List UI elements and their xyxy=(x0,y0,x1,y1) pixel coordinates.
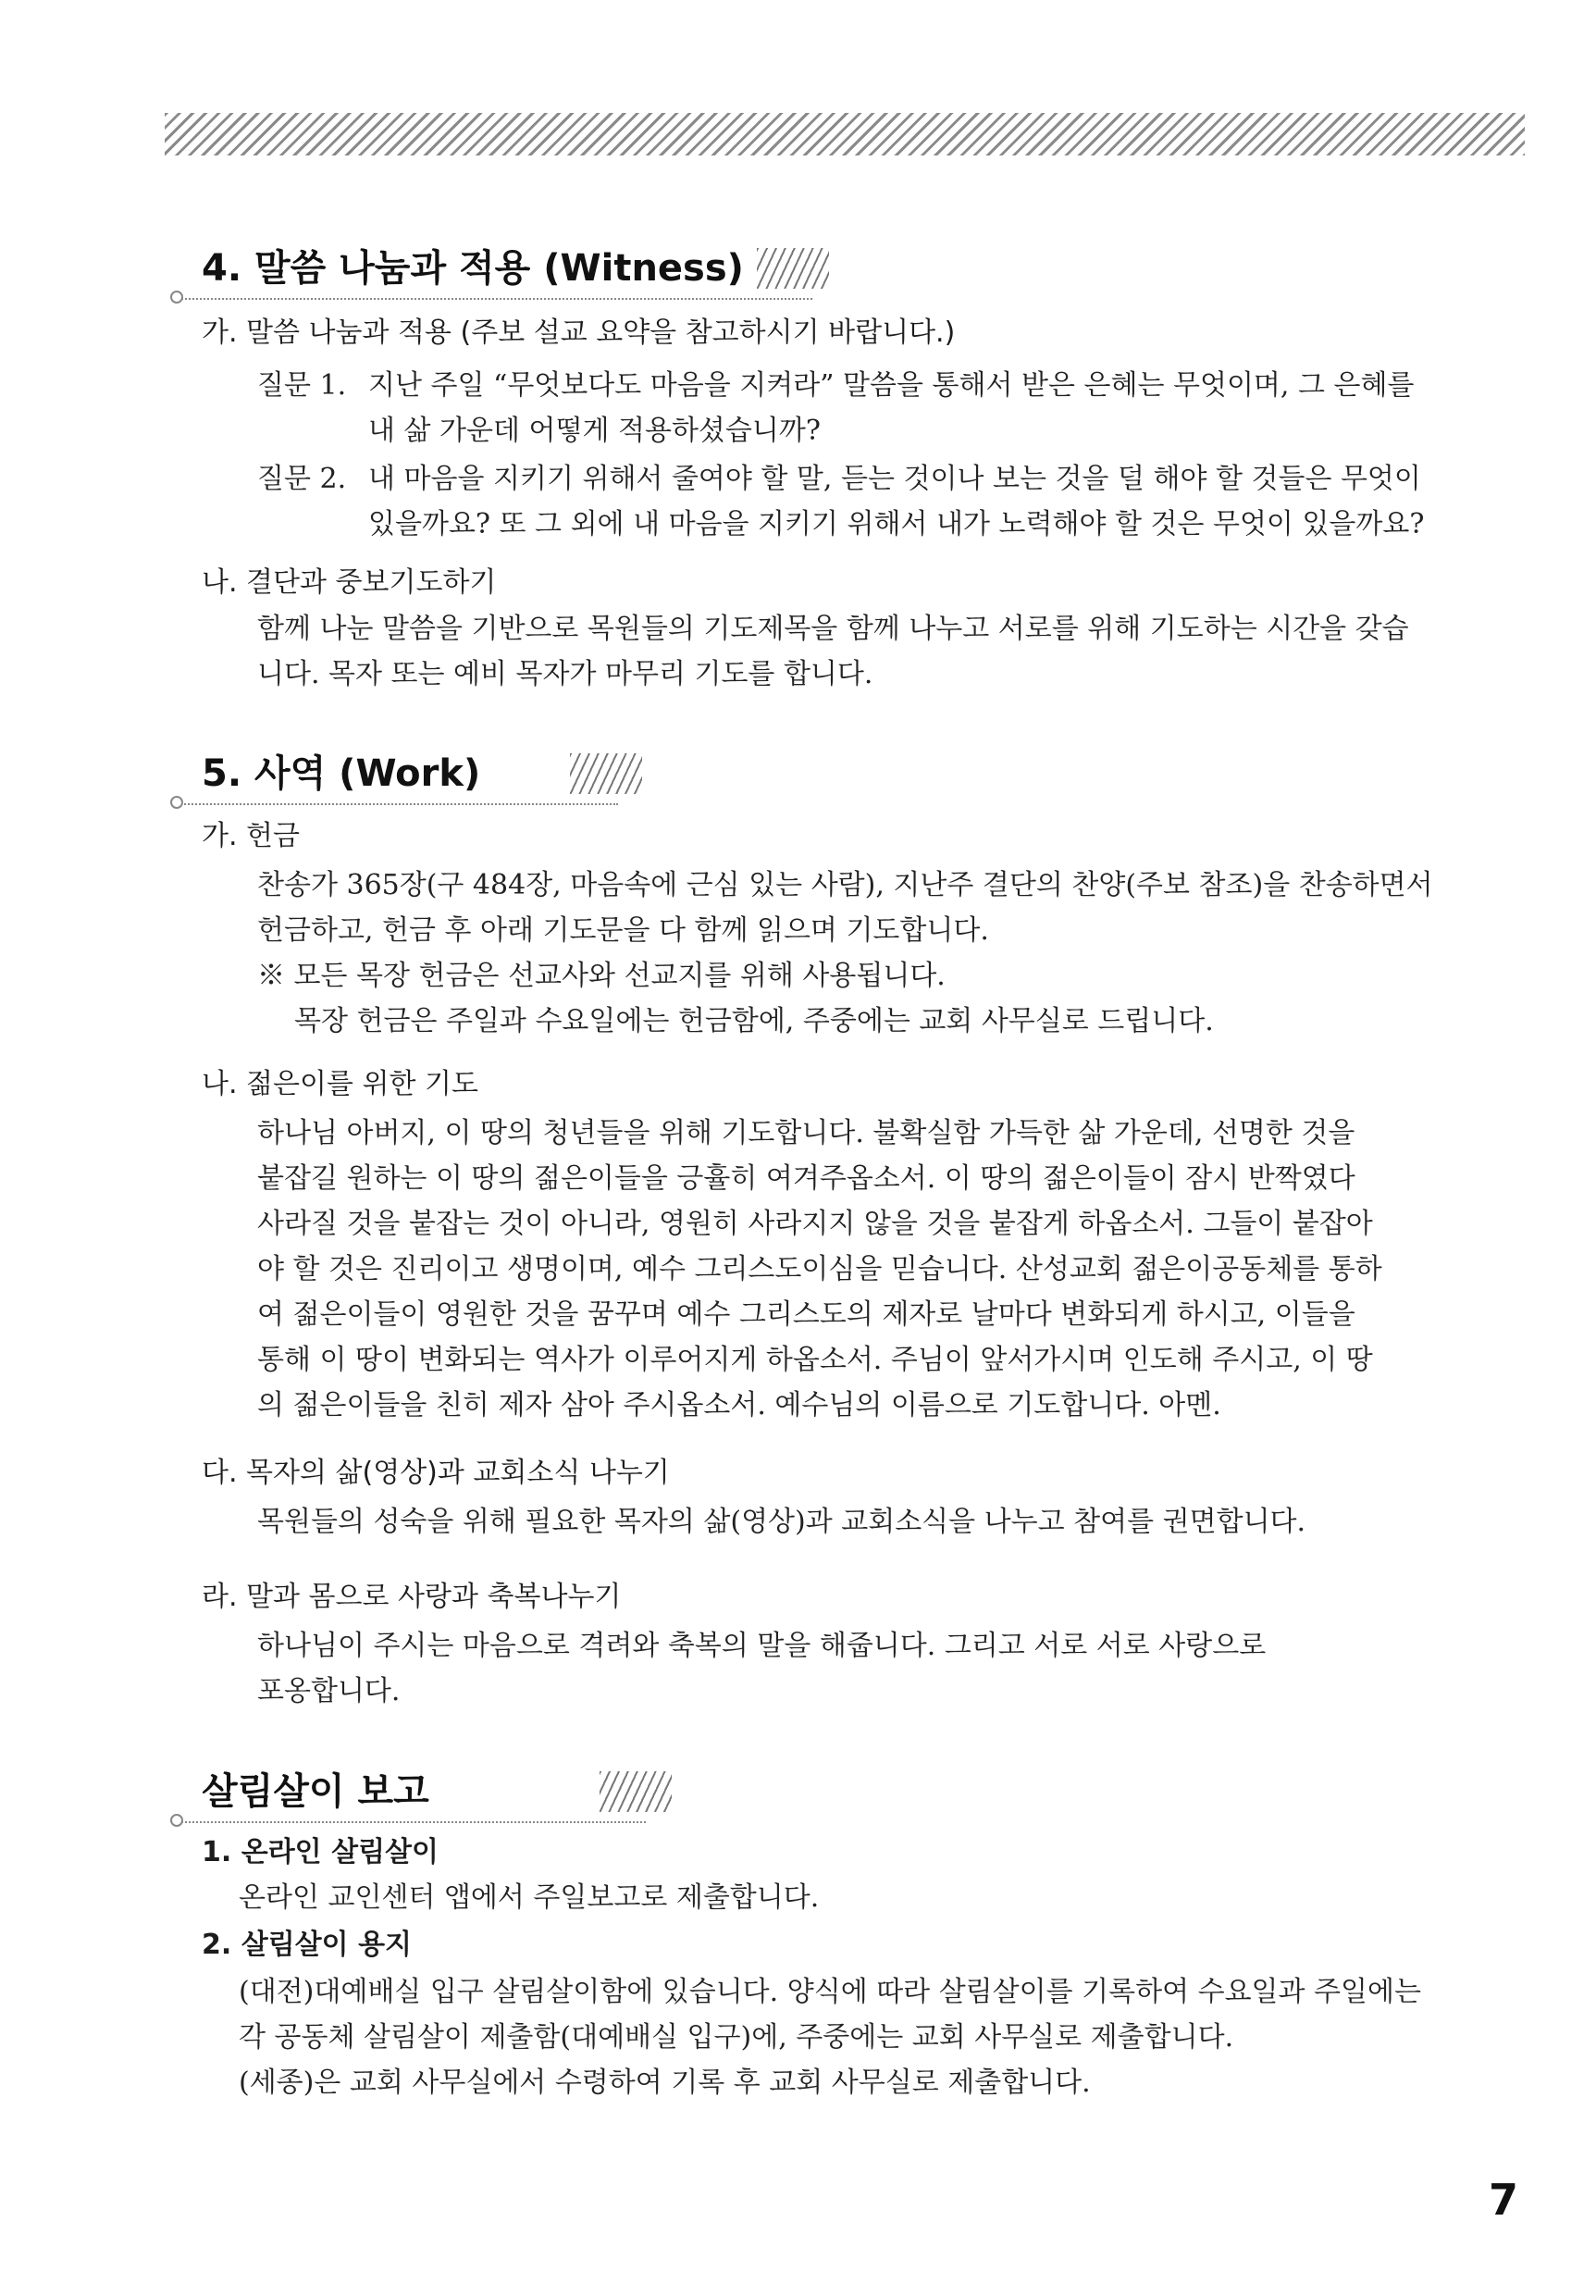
prayer-line: 의 젊은이들을 친히 제자 삼아 주시옵소서. 예수님의 이름으로 기도합니다. 아멘. xyxy=(257,1389,1221,1421)
question-2-line: 내 마음을 지키기 위해서 줄여야 할 말, 듣는 것이나 보는 것을 덜 해야 할 것들은 무엇이 xyxy=(368,463,1421,495)
paragraph-line: 니다. 목자 또는 예비 목자가 마무리 기도를 합니다. xyxy=(257,658,873,690)
paragraph-line: (세종)은 교회 사무실에서 수령하여 기록 후 교회 사무실로 제출합니다. xyxy=(239,2066,1091,2099)
section-5-a-heading: 가. 헌금 xyxy=(202,820,301,852)
online-report-paragraph xyxy=(239,1875,1506,1920)
paragraph-line: 목원들의 성숙을 위해 필요한 목자의 삶(영상)과 교회소식을 나누고 참여를 권면합니다. xyxy=(257,1506,1306,1538)
section-5-dotted-rule xyxy=(174,803,618,805)
section-4-header xyxy=(174,242,840,307)
section-5-b-heading: 나. 젊은이를 위한 기도 xyxy=(202,1068,478,1100)
question-2-label: 질문 2. xyxy=(257,463,347,495)
prayer-line: 사라질 것을 붙잡는 것이 아니라, 영원히 사라지지 않을 것을 붙잡게 하옵소서. 그들이 붙잡아 xyxy=(257,1208,1373,1240)
section-5-hatch-decoration xyxy=(570,753,642,794)
section-5-a-paragraph xyxy=(257,863,1525,1044)
section-4-b-heading: 나. 결단과 중보기도하기 xyxy=(202,566,497,599)
note-line: ※ 모든 목장 헌금은 선교사와 선교지를 위해 사용됩니다. xyxy=(257,960,946,992)
household-report-dotted-rule xyxy=(174,1821,646,1823)
section-5-d-paragraph xyxy=(257,1623,1525,1714)
household-report-title: 살림살이 보고 xyxy=(202,1770,429,1813)
question-2-line: 있을까요? 또 그 외에 내 마음을 지키기 위해서 내가 노력해야 할 것은 무엇이 있을까요? xyxy=(368,508,1425,540)
section-4-dotted-rule xyxy=(174,298,812,300)
section-5-title: 5. 사역 (Work) xyxy=(202,752,481,795)
note-line: 목장 헌금은 주일과 수요일에는 헌금함에, 주중에는 교회 사무실로 드립니다. xyxy=(294,1005,1214,1037)
section-5-d-heading: 라. 말과 몸으로 사랑과 축복나누기 xyxy=(202,1581,622,1613)
prayer-line: 야 할 것은 진리이고 생명이며, 예수 그리스도이심을 믿습니다. 산성교회 젊은이공동체를 통하 xyxy=(257,1253,1382,1285)
paragraph-line: 찬송가 365장(구 484장, 마음속에 근심 있는 사람), 지난주 결단의 찬양(주보 참조)을 찬송하면서 xyxy=(257,869,1433,901)
section-5-c-heading: 다. 목자의 삶(영상)과 교회소식 나누기 xyxy=(202,1457,670,1489)
paragraph-line: 함께 나눈 말씀을 기반으로 목원들의 기도제목을 함께 나누고 서로를 위해 기도하는 시간을 갖습 xyxy=(257,613,1409,645)
page-number: 7 xyxy=(1488,2175,1518,2225)
prayer-line: 하나님 아버지, 이 땅의 청년들을 위해 기도합니다. 불확실함 가득한 삶 가운데, 선명한 것을 xyxy=(257,1117,1355,1149)
question-2-text xyxy=(368,456,1525,547)
youth-prayer-paragraph xyxy=(257,1111,1525,1428)
section-4-b-paragraph xyxy=(257,606,1525,697)
prayer-line: 여 젊은이들이 영원한 것을 꿈꾸며 예수 그리스도의 제자로 날마다 변화되게 하시고, 이들을 xyxy=(257,1298,1355,1331)
section-5-c-paragraph xyxy=(257,1499,1525,1545)
section-4-a-heading: 가. 말씀 나눔과 적용 (주보 설교 요약을 참고하시기 바랍니다.) xyxy=(202,316,956,349)
online-report-heading: 1. 온라인 살림살이 xyxy=(202,1836,439,1868)
paragraph-line: (대전)대예배실 입구 살림살이함에 있습니다. 양식에 따라 살림살이를 기록하여 수요일과 주일에는 xyxy=(239,1976,1421,2008)
question-1-label: 질문 1. xyxy=(257,369,347,402)
household-report-hatch-decoration xyxy=(600,1771,672,1812)
section-4-rule-circle xyxy=(170,291,183,304)
section-4-hatch-decoration xyxy=(757,248,829,289)
prayer-line: 통해 이 땅이 변화되는 역사가 이루어지게 하옵소서. 주님이 앞서가시며 인도해 주시고, 이 땅 xyxy=(257,1344,1373,1376)
section-4-title: 4. 말씀 나눔과 적용 (Witness) xyxy=(202,247,744,290)
paragraph-line: 하나님이 주시는 마음으로 격려와 축복의 말을 해줍니다. 그리고 서로 서로 사랑으로 xyxy=(257,1630,1267,1662)
household-report-rule-circle xyxy=(170,1814,183,1827)
paper-report-paragraph xyxy=(239,1969,1506,2105)
household-report-header xyxy=(174,1766,692,1831)
section-5-rule-circle xyxy=(170,796,183,809)
paragraph-line: 헌금하고, 헌금 후 아래 기도문을 다 함께 읽으며 기도합니다. xyxy=(257,914,989,947)
paragraph-line: 포옹합니다. xyxy=(257,1675,401,1707)
question-1-line: 내 삶 가운데 어떻게 적용하셨습니까? xyxy=(368,415,821,447)
question-1-text xyxy=(368,363,1525,453)
section-5-header xyxy=(174,748,655,813)
prayer-line: 붙잡길 원하는 이 땅의 젊은이들을 긍휼히 여겨주옵소서. 이 땅의 젊은이들이 잠시 반짝였다 xyxy=(257,1162,1355,1195)
top-decorative-hatch-bar xyxy=(165,113,1525,155)
question-1-line: 지난 주일 “무엇보다도 마음을 지켜라” 말씀을 통해서 받은 은혜는 무엇이며, 그 은혜를 xyxy=(368,369,1415,402)
paragraph-line: 온라인 교인센터 앱에서 주일보고로 제출합니다. xyxy=(239,1881,820,1914)
paper-report-heading: 2. 살림살이 용지 xyxy=(202,1929,413,1961)
paragraph-line: 각 공동체 살림살이 제출함(대예배실 입구)에, 주중에는 교회 사무실로 제출합니다. xyxy=(239,2021,1234,2054)
